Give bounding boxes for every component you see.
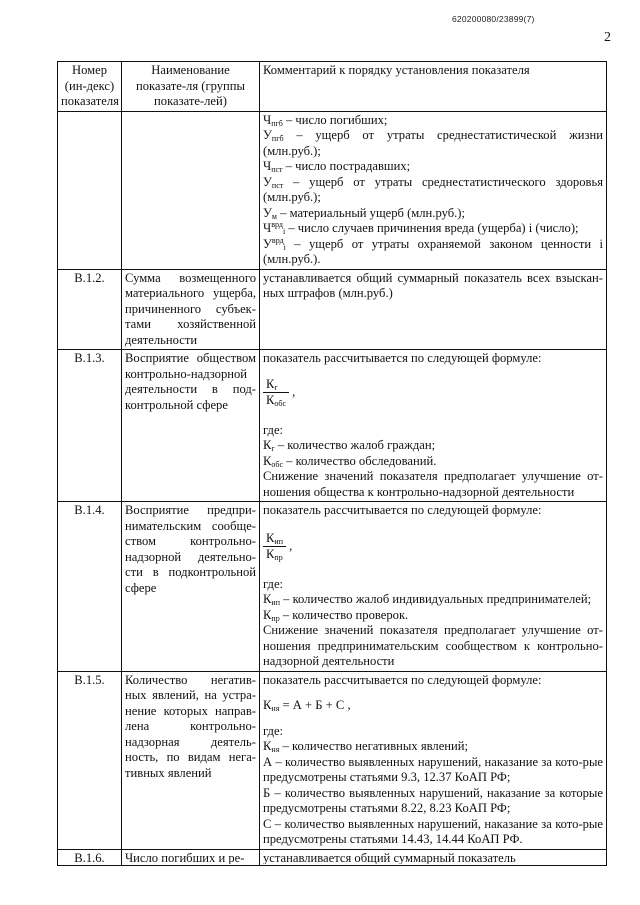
cell-comment: устанавливается общий суммарный показатель всех взыскан-ных штрафов (млн.руб.) [260, 269, 607, 350]
definition-line: Б – количество выявленных нарушений, наказание за которые предусмотрены статьями 8.22, 8.23 КоАП РФ; [263, 785, 603, 815]
definition-line: (млн.руб.). [263, 252, 321, 266]
formula-fraction: $\frac{К_{ип}}{К_{пр}}$ [263, 531, 286, 563]
cell-index: В.1.4. [58, 502, 122, 672]
note-text: Снижение значений показателя предполагает улучшение от-ношения общества к контрольно-надзорной деятельности [263, 469, 603, 499]
definition-line: С – количество выявленных нарушений, наказание за кото-рые предусмотрены статьями 14.43, 14.44 КоАП РФ. [263, 816, 603, 846]
formula: $К_{ня} = А + Б + С$ , [263, 698, 351, 713]
definition-line: $Ч_{пст}$ – число пострадавших; [263, 159, 411, 174]
cell-comment: устанавливается общий суммарный показатель [260, 849, 607, 865]
indicators-table [57, 61, 607, 866]
where-label: где: [263, 422, 284, 437]
definition-line: $К_{ня}$ – количество негативных явлений; [263, 739, 468, 754]
definition-line: $К_{ип}$ – количество жалоб индивидуальных предпринимателей; [263, 592, 592, 607]
cell-name: Сумма возмещенного материального ущерба, причиненного субъек-тами хозяйственной деятельности [122, 269, 260, 350]
table-row [58, 502, 607, 672]
cell-name: Восприятие обществом контрольно-надзорной деятельности в под-контрольной сфере [122, 350, 260, 502]
cell-index: В.1.3. [58, 350, 122, 502]
cell-comment [260, 111, 607, 269]
definition-line: $К_{пр}$ – количество проверок. [263, 607, 409, 623]
page-number: 2 [604, 30, 611, 45]
table-row [58, 671, 607, 849]
cell-name: Число погибших и ре- [122, 849, 260, 865]
definition-line: $Ч^{врд}_i$ – число случаев причинения вреда (ущерба) i (число); [263, 220, 579, 236]
formula-intro: показатель рассчитывается по следующей формуле: [263, 503, 542, 517]
note-text: Снижение значений показателя предполагает улучшение от-ношения предпринимательским сообществом к контрольно-надзорной деятельности [263, 623, 603, 668]
definition-line: (млн.руб.); [263, 143, 321, 158]
definition-line: $Ч_{пгб}$ – число погибших; [263, 112, 388, 128]
cell-name [122, 111, 260, 269]
cell-index [58, 111, 122, 269]
definition-line: $У_м$ – материальный ущерб (млн.руб.); [263, 205, 465, 221]
definition-line: $К_{обс}$ – количество обследований. [263, 453, 437, 469]
formula-fraction: $\frac{К_г}{К_{обс}}$ [263, 377, 289, 409]
table-row [58, 269, 607, 350]
definition-line: А – количество выявленных нарушений, наказание за кото-рые предусмотрены статьями 9.3, 12.37 КоАП РФ; [263, 754, 603, 784]
cell-comment [260, 502, 607, 672]
col-header-comment: Комментарий к порядку установления показателя [260, 62, 607, 112]
cell-comment [260, 350, 607, 502]
cell-index: В.1.2. [58, 269, 122, 350]
table-row [58, 849, 607, 865]
formula-intro: показатель рассчитывается по следующей формуле: [263, 351, 542, 365]
col-header-name: Наименование показате-ля (группы показате-лей) [122, 62, 260, 112]
definition-line: $У^{врд}_i$ – ущерб от утраты охраняемой законом ценности i [263, 235, 603, 252]
definition-line: $К_г$ – количество жалоб граждан; [263, 438, 436, 453]
cell-index: В.1.5. [58, 671, 122, 849]
cell-comment [260, 671, 607, 849]
cell-index: В.1.6. [58, 849, 122, 865]
col-header-index: Номер (ин-декс) показателя [58, 62, 122, 112]
where-label: где: [263, 576, 284, 591]
definition-line: $У_{пст}$ – ущерб от утраты среднестатистического здоровья [263, 174, 603, 190]
table-row [58, 350, 607, 502]
definition-line: (млн.руб.); [263, 190, 321, 204]
document-id: 620200080/23899(7) [452, 14, 535, 24]
table-row-continuation [58, 111, 607, 269]
cell-name: Количество негатив-ных явлений, на устра-нение которых направ-лена контрольно-надзорная деятель-ность, по видам нега-тивных явлений [122, 671, 260, 849]
formula: $\frac{К_г}{К_{обс}}$ , [263, 377, 603, 409]
cell-name: Восприятие предпри-нимательским сообще-ством контрольно-надзорной деятельно-сти в подконтрольной сфере [122, 502, 260, 672]
table-header-row [58, 62, 607, 112]
where-label: где: [263, 723, 284, 738]
definition-line: $У_{пгб}$ – ущерб от утраты среднестатистической жизни [263, 128, 603, 143]
formula: $\frac{К_{ип}}{К_{пр}}$ , [263, 531, 603, 563]
formula-intro: показатель рассчитывается по следующей формуле: [263, 672, 542, 687]
